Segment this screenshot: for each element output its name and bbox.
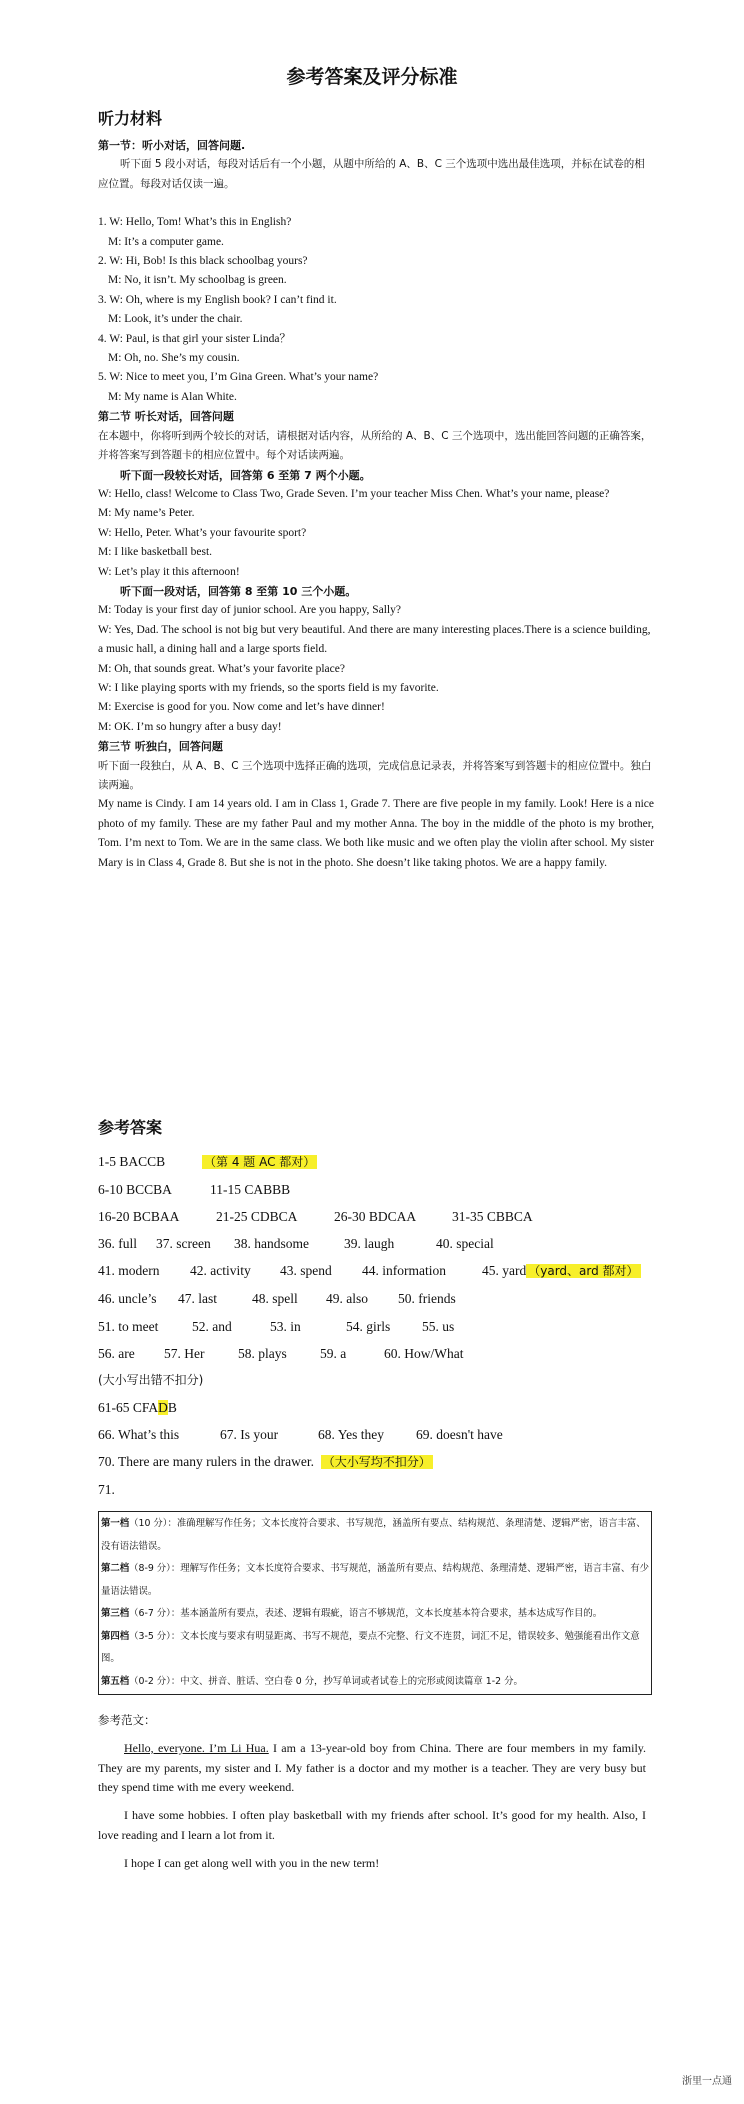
- answer-note: （第 4 题 AC 都对）: [204, 1155, 316, 1169]
- essay-paragraph: [98, 1739, 646, 1798]
- dialog-line: W: Hello, class! Welcome to Class Two, Grade Seven. I’m your teacher Miss Chen. What’s your name, please?: [98, 487, 610, 500]
- answer-item: 37. screen: [156, 1236, 211, 1252]
- answer-item: 58. plays: [238, 1345, 287, 1361]
- rubric-label: 第一档: [101, 1518, 130, 1529]
- scoring-rubric: [98, 1511, 652, 1695]
- part3-instruction: 听下面一段独白，从 A、B、C 三个选项中选择正确的选项，完成信息记录表，并将答案写到答题卡的相应位置中。独白读两遍。: [98, 759, 652, 791]
- answer-item: 6-10 BCCBA: [98, 1182, 172, 1198]
- rubric-label: 第四档: [101, 1630, 130, 1642]
- rubric-row: [101, 1513, 649, 1558]
- answer-item: 42. activity: [190, 1263, 251, 1279]
- dialog-line: 4. W: Paul, is that girl your sister Linda？: [98, 332, 291, 345]
- dialog-line: M: Look, it’s under the chair.: [108, 313, 243, 326]
- dialog-line: M: No, it isn’t. My schoolbag is green.: [108, 274, 287, 287]
- essay-text: I am a 13-year-old boy from China. There are four members in my family. They are my parents, my sister and I. My father is a doctor and my mother is a teacher. They are very busy but they spend time with me every weekend.: [98, 1740, 646, 1795]
- answer-key: [98, 1148, 658, 1503]
- dialog-line: M: It’s a computer game.: [108, 235, 224, 248]
- answer-row: [98, 1148, 658, 1176]
- answer-item: 45. yard: [482, 1263, 527, 1279]
- dialog-line: 1. W: Hello, Tom! What’s this in English?: [98, 216, 292, 229]
- answer-item: 70. There are many rulers in the drawer.: [98, 1454, 315, 1470]
- answer-remark: (大小写出错不扣分): [98, 1372, 204, 1387]
- answer-row: [98, 1230, 658, 1257]
- answer-item: 26-30 BDCAA: [334, 1209, 417, 1225]
- essay-paragraph: I hope I can get along well with you in the new term!: [124, 1855, 380, 1870]
- answer-row: [98, 1394, 658, 1421]
- listening-heading: 听力材料: [98, 109, 163, 128]
- dialog-line: W: Let’s play it this afternoon!: [98, 565, 240, 578]
- answer-item: 57. Her: [164, 1345, 205, 1361]
- rubric-label: 第五档: [101, 1675, 130, 1687]
- answer-item: 50. friends: [398, 1291, 456, 1307]
- answer-item: 49. also: [326, 1291, 368, 1307]
- answer-item: 16-20 BCBAA: [98, 1209, 180, 1225]
- answer-item: 40. special: [436, 1236, 494, 1252]
- dialog-line: W: Hello, Peter. What’s your favourite sport?: [98, 526, 307, 539]
- rubric-row: [101, 1626, 649, 1671]
- answer-item: 11-15 CABBB: [210, 1182, 291, 1198]
- answer-item: 46. uncle’s: [98, 1291, 157, 1307]
- answer-item: 60. How/What: [384, 1345, 464, 1361]
- dialog-line: M: Oh, that sounds great. What’s your favorite place?: [98, 662, 345, 675]
- answer-item: 67. Is your: [220, 1426, 279, 1442]
- rubric-text: （8-9 分）：理解写作任务；文本长度符合要求、书写规范，涵盖所有要点、结构规范、条理清楚、逻辑严密，语言丰富、有少量语法错误。: [101, 1563, 649, 1597]
- part1-heading: 第一节：听小对话，回答问题.: [98, 139, 246, 152]
- answer-row: [98, 1203, 658, 1230]
- answer-item: 41. modern: [98, 1263, 160, 1279]
- answer-item: 52. and: [192, 1318, 232, 1334]
- essay-greeting: Hello, everyone. I’m Li Hua.: [124, 1740, 269, 1755]
- dialog-line: W: Yes, Dad. The school is not big but very beautiful. And there are many interesting places.There is a science building, a music hall, a dining hall and a large sports field.: [98, 623, 651, 656]
- answer-item: 55. us: [422, 1318, 455, 1334]
- rubric-label: 第二档: [101, 1563, 130, 1574]
- rubric-row: [101, 1603, 649, 1626]
- rubric-text: （3-5 分）：文本长度与要求有明显距离、书写不规范，要点不完整、行文不连贯，词汇不足，错误较多、勉强能看出作文意图。: [101, 1630, 640, 1664]
- part1-instruction: 听下面 5 段小对话，每段对话后有一个小题，从题中所给的 A、B、C 三个选项中选出最佳选项，并标在试卷的相应位置。每段对话仅读一遍。: [98, 158, 645, 190]
- answer-item: 43. spend: [280, 1263, 332, 1279]
- answer-item: 1-5 BACCB: [98, 1154, 166, 1169]
- answer-highlight: D: [158, 1399, 168, 1415]
- dialog-line: M: My name is Alan White.: [108, 390, 237, 403]
- rubric-text: （6-7 分）：基本涵盖所有要点，表述、逻辑有瑕疵，语言不够规范，文本长度基本符合要求，基本达成写作目的。: [129, 1608, 603, 1619]
- dialog-line: 2. W: Hi, Bob! Is this black schoolbag yours?: [98, 255, 308, 268]
- dialog-line: M: My name’s Peter.: [98, 507, 195, 520]
- answer-note: （yard、ard 都对）: [528, 1264, 639, 1279]
- answer-row: [98, 1313, 658, 1340]
- answer-item: 69. doesn't have: [416, 1426, 503, 1442]
- part2-subheading: 听下面一段较长对话，回答第 6 至第 7 两个小题。: [120, 468, 371, 482]
- answer-item: 68. Yes they: [318, 1426, 385, 1442]
- rubric-label: 第三档: [101, 1608, 130, 1619]
- answer-item: 39. laugh: [344, 1236, 395, 1252]
- page-title: 参考答案及评分标准: [286, 66, 458, 88]
- answer-row: [98, 1176, 658, 1203]
- answer-row: [98, 1340, 658, 1367]
- part3-heading: 第三节 听独白，回答问题: [98, 740, 223, 754]
- essay-paragraph: I have some hobbies. I often play basketball with my friends after school. It’s good for my health. Also, I love reading and I learn a lot from it.: [98, 1808, 646, 1842]
- listening-material: [98, 136, 654, 873]
- answer-item: 59. a: [320, 1345, 347, 1361]
- dialog-line: M: Today is your first day of junior school. Are you happy, Sally?: [98, 604, 401, 617]
- rubric-row: [101, 1558, 649, 1603]
- dialog-line: M: I like basketball best.: [98, 546, 213, 559]
- dialog-line: W: I like playing sports with my friends, so the sports field is my favorite.: [98, 681, 439, 694]
- answer-item: 38. handsome: [234, 1236, 309, 1252]
- dialog-line: M: OK. I’m so hungry after a busy day!: [98, 720, 282, 733]
- answer-row: [98, 1448, 658, 1476]
- dialog-line: M: Oh, no. She’s my cousin.: [108, 352, 240, 365]
- answer-item: 44. information: [362, 1263, 446, 1279]
- answer-row: [98, 1285, 658, 1312]
- answer-item: B: [167, 1399, 177, 1415]
- answer-item: 48. spell: [252, 1291, 298, 1307]
- rubric-text: （0-2 分）：中文、拼音、脏话、空白卷 0 分，抄写单词或者试卷上的完形或阅读篇章 1-2 分。: [129, 1675, 523, 1687]
- monologue-text: My name is Cindy. I am 14 years old. I am in Class 1, Grade 7. There are five people in my family. Look! Here is a nice photo of my family. These are my father Paul and my mother Anna. The boy in the middle of the photo is my brother, Tom. I’m next to Tom. We are in the same class. We both like music and we often play the violin after school. My sister Mary is in Class 4, Grade 8. But she is not in the photo. She doesn’t like taking photos. We are a happy family.: [98, 798, 654, 869]
- part2-heading: 第二节 听长对话，回答问题: [98, 410, 234, 424]
- part2-subheading: 听下面一段对话，回答第 8 至第 10 三个小题。: [120, 584, 357, 598]
- answers-heading: 参考答案: [98, 1118, 163, 1137]
- answer-item: 47. last: [178, 1291, 217, 1307]
- answer-row: 71.: [98, 1482, 115, 1498]
- answer-item: 36. full: [98, 1236, 137, 1252]
- answer-row: [98, 1257, 658, 1285]
- dialog-line: 3. W: Oh, where is my English book? I can’t find it.: [98, 293, 337, 306]
- answer-note: （大小写均不扣分）: [322, 1455, 431, 1470]
- sample-essay: [98, 1711, 646, 1874]
- answer-item: 21-25 CDBCA: [216, 1209, 298, 1225]
- answer-item: 53. in: [270, 1318, 301, 1334]
- dialog-line: M: Exercise is good for you. Now come and let’s have dinner!: [98, 701, 385, 714]
- answer-item: 61-65 CFA: [98, 1399, 159, 1415]
- footer-watermark: 浙里一点通: [682, 2076, 732, 2087]
- rubric-text: （10 分）：准确理解写作任务；文本长度符合要求、书写规范，涵盖所有要点、结构规范、条理清楚、逻辑严密，语言丰富、没有语法错误。: [101, 1518, 646, 1552]
- answer-item: 66. What’s this: [98, 1426, 180, 1442]
- dialog-line: 5. W: Nice to meet you, I’m Gina Green. What’s your name?: [98, 371, 379, 384]
- answer-item: 56. are: [98, 1345, 135, 1361]
- answer-item: 54. girls: [346, 1318, 391, 1334]
- answer-item: 31-35 CBBCA: [452, 1209, 533, 1225]
- essay-label: 参考范文：: [98, 1713, 156, 1727]
- rubric-row: [101, 1671, 649, 1694]
- answer-item: 51. to meet: [98, 1318, 159, 1334]
- part2-instruction: 在本题中，你将听到两个较长的对话，请根据对话内容，从所给的 A、B、C 三个选项中，选出能回答问题的正确答案，并将答案写到答题卡的相应位置中。每个对话读两遍。: [98, 429, 652, 462]
- answer-row: [98, 1421, 658, 1448]
